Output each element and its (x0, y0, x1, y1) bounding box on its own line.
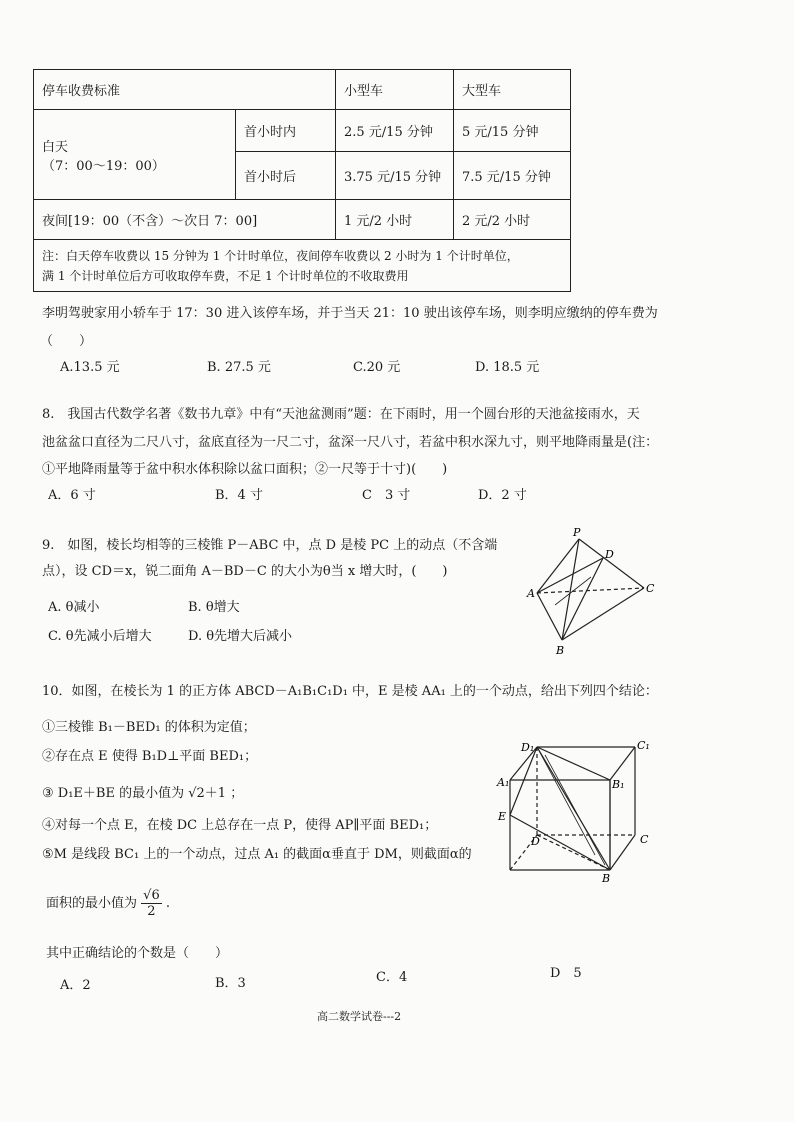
night-large: 2 元/2 小时 (454, 200, 571, 240)
cube-label-b1: B₁ (612, 778, 625, 791)
q10-statement-5b (46, 888, 170, 919)
cube-label-c: C (640, 833, 649, 846)
q10-statement-2: ②存在点 E 使得 B₁D⊥平面 BED₁； (42, 749, 258, 764)
q10-fraction-num: √6 (143, 888, 160, 903)
q7-option-b: B. 27.5 元 (207, 360, 271, 375)
q10-s5b-prefix: 面积的最小值为 (46, 896, 138, 911)
q8-option-c: C 3 寸 (362, 488, 411, 503)
q10-option-d: D 5 (550, 966, 582, 981)
q10-statement-5: ⑤M 是线段 BC₁ 上的一个动点，过点 A₁ 的截面α垂直于 DM，则截面α的 (42, 847, 472, 862)
cube-label-a1: A₁ (497, 776, 510, 789)
q10-fraction (141, 888, 162, 919)
label-p: P (573, 526, 581, 539)
page-footer: 高二数学试卷---2 (317, 1010, 402, 1023)
q8-line-1: 8. 我国古代数学名著《数书九章》中有“天池盆测雨”题：在下雨时，用一个圆台形的天池盆接雨水，天 (42, 407, 640, 422)
q10-s5b-suffix: . (165, 896, 170, 911)
q10-option-b: B．3 (215, 976, 246, 991)
q7-option-a: A.13.5 元 (60, 360, 120, 375)
cube-label-c1: C₁ (637, 739, 650, 752)
q10-fraction-den: 2 (147, 904, 156, 919)
q9-line-2: 点），设 CD＝x，锐二面角 A－BD－C 的大小为θ当 x 增大时，( ) (42, 564, 448, 579)
day-label: 白天 (42, 139, 69, 155)
day-hours: （7：00～19：00） (42, 158, 165, 174)
q7-option-d: D. 18.5 元 (475, 360, 540, 375)
q8-option-a: A．6 寸 (48, 488, 96, 503)
q9-option-b: B. θ增大 (188, 600, 240, 615)
after-hour-large: 7.5 元/15 分钟 (454, 152, 571, 200)
q8-line-2: 池盆盆口直径为二尺八寸，盆底直径为一尺二寸，盆深一尺八寸，若盆中积水深九寸，则平地降雨量是(注： (42, 435, 659, 450)
q10-statement-3 (42, 782, 243, 801)
note-line-1: 注：白天停车收费以 15 分钟为 1 个计时单位，夜间停车收费以 2 小时为 1 个计时单位， (42, 248, 519, 263)
q10-line-1: 10．如图，在棱长为 1 的正方体 ABCD－A₁B₁C₁D₁ 中，E 是棱 AA₁ 上的一个动点，给出下列四个结论： (42, 684, 658, 699)
tetrahedron-figure (525, 525, 665, 660)
q10-option-a: A．2 (60, 978, 91, 993)
q8-option-d: D．2 寸 (478, 488, 527, 503)
note-line-2: 满 1 个计时单位后方可收取停车费，不足 1 个计时单位的不收取费用 (42, 268, 409, 283)
q8-option-b: B．4 寸 (215, 488, 263, 503)
q9-option-d: D. θ先增大后减小 (188, 629, 293, 644)
header-small-car: 小型车 (336, 70, 454, 110)
cube-label-e: E (498, 810, 507, 823)
q9-option-a: A. θ减小 (48, 600, 100, 615)
first-hour-large: 5 元/15 分钟 (454, 110, 571, 152)
q10-s3-prefix: ③ D₁E＋BE 的最小值为 (42, 786, 185, 801)
q10-question: 其中正确结论的个数是（ ） (46, 946, 229, 961)
night-label: 夜间[19：00（不含）～次日 7：00] (34, 200, 336, 240)
q7-paren: （ ） (40, 334, 93, 349)
q9-line-1: 9. 如图，棱长均相等的三棱锥 P－ABC 中，点 D 是棱 PC 上的动点（不含端 (42, 538, 498, 553)
q10-statement-1: ①三棱锥 B₁－BED₁ 的体积为定值； (42, 720, 256, 735)
label-c: C (646, 582, 655, 595)
first-hour-label: 首小时内 (236, 110, 336, 152)
q7-option-c: C.20 元 (353, 360, 401, 375)
label-a: A (527, 587, 535, 600)
header-large-car: 大型车 (454, 70, 571, 110)
day-label-cell (34, 110, 236, 200)
cube-label-d1: D₁ (521, 741, 535, 754)
cube-figure (495, 735, 665, 885)
table-note (34, 240, 571, 292)
first-hour-small: 2.5 元/15 分钟 (336, 110, 454, 152)
label-d: D (605, 548, 614, 561)
cube-label-d: D (531, 835, 540, 848)
night-small: 1 元/2 小时 (336, 200, 454, 240)
q10-s3-suffix: ； (230, 786, 244, 801)
label-b: B (556, 644, 565, 657)
after-hour-small: 3.75 元/15 分钟 (336, 152, 454, 200)
cube-label-b: B (602, 872, 611, 885)
after-hour-label: 首小时后 (236, 152, 336, 200)
table-title: 停车收费标准 (34, 70, 336, 110)
fee-table (33, 69, 571, 292)
q7-stem: 李明驾驶家用小轿车于 17：30 进入该停车场，并于当天 21：10 驶出该停车场，则李明应缴纳的停车费为 (42, 306, 658, 321)
q9-option-c: C. θ先减小后增大 (48, 629, 152, 644)
q10-option-c: C．4 (376, 970, 408, 985)
q10-statement-4: ④对每一个点 E，在棱 DC 上总存在一点 P，使得 AP∥平面 BED₁； (42, 818, 438, 833)
q8-line-3: ①平地降雨量等于盆中积水体积除以盆口面积；②一尺等于十寸)( ) (42, 462, 448, 477)
q10-s3-value: √2＋1 (188, 786, 227, 801)
